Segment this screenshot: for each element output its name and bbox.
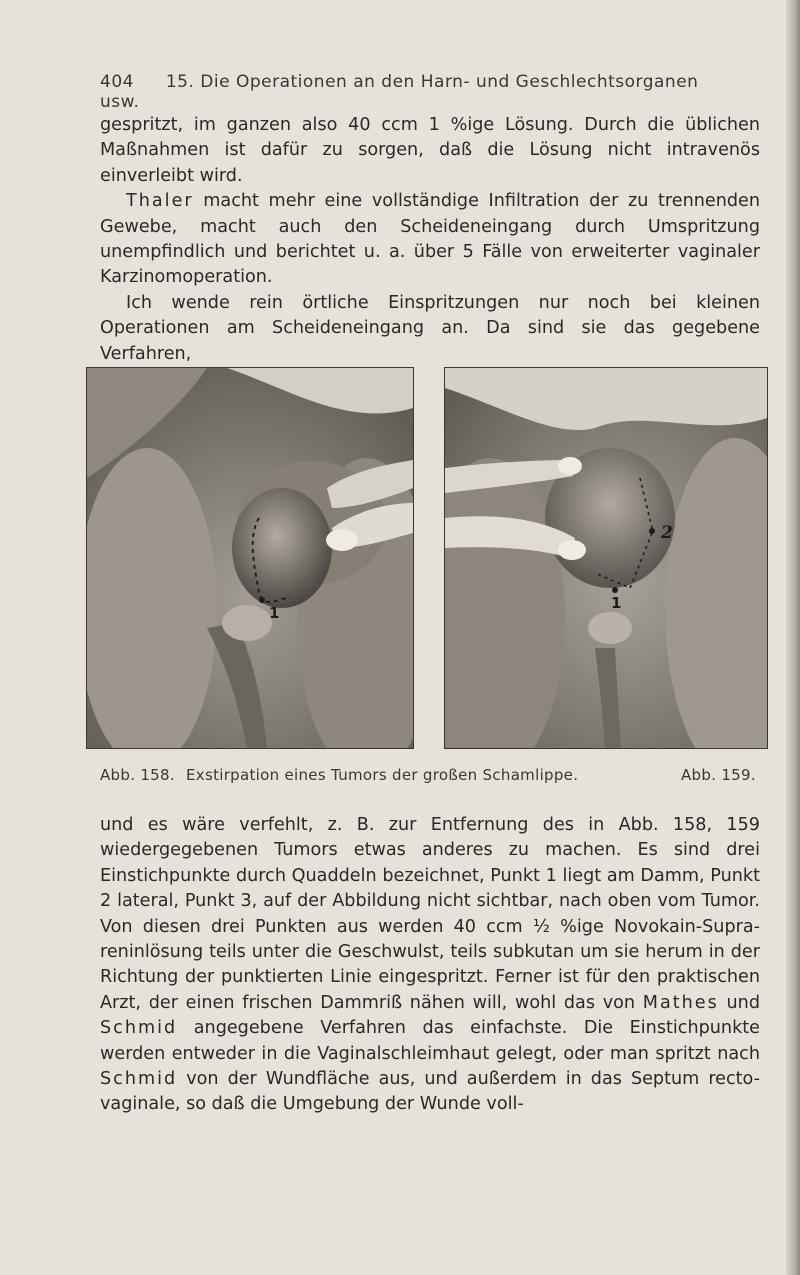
point-label-1: 1 (611, 594, 622, 612)
paragraph-thaler (100, 189, 760, 291)
author-name: Schmid (100, 1018, 178, 1039)
top-text-block (100, 113, 760, 367)
author-name: Schmid (100, 1069, 178, 1090)
point-label-1: 1 (269, 604, 280, 622)
point-label-2: 2 (661, 523, 673, 543)
text-run: von der Wundfläche aus, und außerdem in das Septum recto-vaginale, so daß die Umgebung der Wunde voll- (100, 1069, 760, 1115)
paragraph-main (100, 813, 760, 1118)
paragraph-own-method: Ich wende rein örtliche Einspritzungen nur noch bei kleinen Operationen am Scheideneingang an. Da sind sie das gegebene Verfahren, (100, 292, 760, 364)
caption-text: Exstirpation eines Tumors der großen Schamlippe. (186, 766, 579, 784)
caption-figure-159: Abb. 159. (681, 766, 756, 784)
caption-figure-158: Abb. 158. (100, 766, 175, 784)
paragraph-continuation: gespritzt, im ganzen also 40 ccm 1 %ige Lösung. Durch die üblichen Maßnahmen ist dafür zu sorgen, daß die Lösung nicht intravenös einverleibt wird. (100, 115, 760, 186)
text-run: angegebene Verfahren das einfachste. Die Einstichpunkte werden entweder in die Vaginalschleimhaut gelegt, oder man spritzt nach (100, 1018, 760, 1064)
author-name: Mathes (642, 992, 719, 1013)
text-run: und (718, 992, 760, 1013)
figure-158-photo (86, 367, 414, 749)
figure-159-photo (444, 367, 768, 749)
bottom-text-block (100, 813, 760, 1118)
paragraph-text: macht mehr eine vollständige Infiltration der zu trennenden Gewebe, macht auch den Scheideneingang durch Umspritzung unempfindlich und berichtet u. a. über 5 Fälle von erweiterter vaginaler Karzinomoperation. (100, 191, 760, 288)
page-number: 404 (100, 72, 134, 92)
running-title: 15. Die Operationen an den Harn- und Geschlechtsorganen usw. (100, 72, 699, 112)
text-run: %ige Novokain-Suprareninlösung teils unter die Geschwulst, teils subkutan um sie herum in der Richtung der punktierten Linie eingespritzt. Ferner ist für den praktischen Arzt, der einen frischen Dammriß nähen will, wohl das von (100, 916, 760, 1013)
fraction: ½ (532, 916, 550, 937)
page-edge (786, 0, 800, 1275)
running-header (100, 72, 700, 112)
text-run: und es wäre verfehlt, z. B. zur Entfernung des in Abb. 158, 159 wiedergegebenen Tumors etwas anderes zu machen. Es sind drei Einstichpunkte durch Quaddeln bezeichnet, Punkt 1 liegt am Damm, Punkt 2 lateral, Punkt 3, auf der Abbildung nicht sichtbar, nach oben vom Tumor. Von diesen drei Punkten aus werden 40 ccm (100, 815, 760, 937)
author-name: Thaler (126, 191, 194, 212)
